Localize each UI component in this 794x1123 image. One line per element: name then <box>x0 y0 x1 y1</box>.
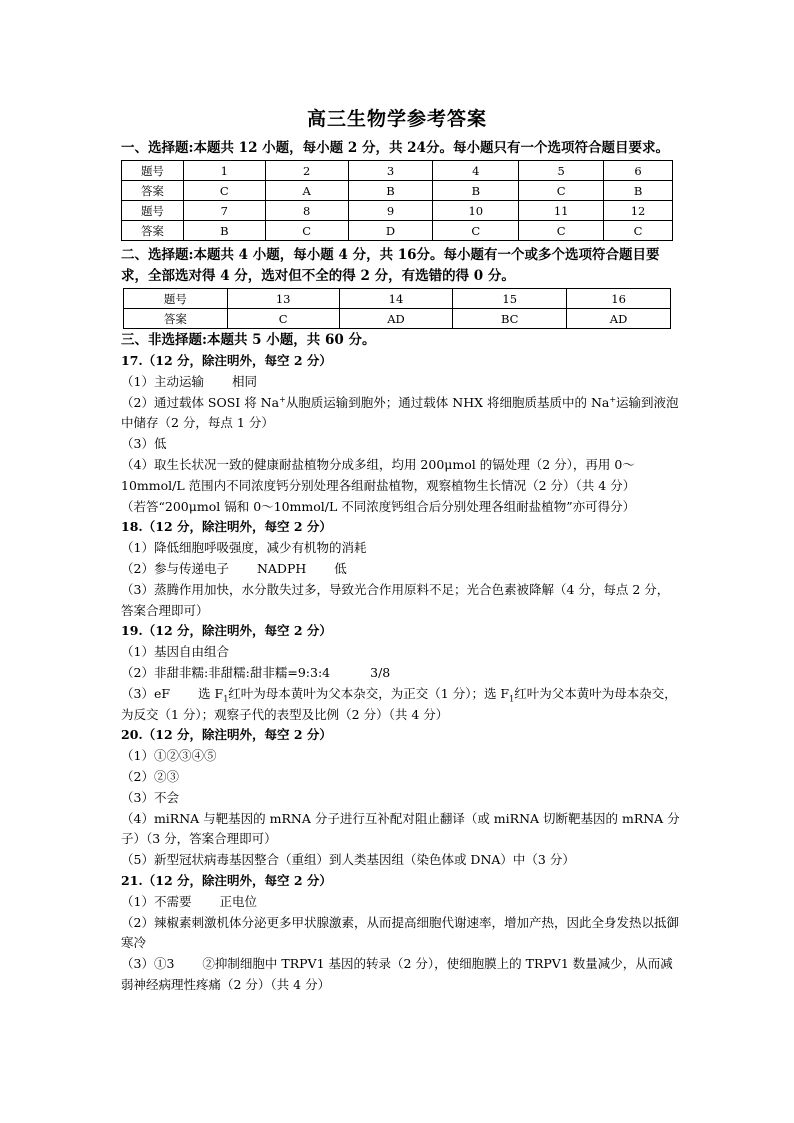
section2-heading-line1: 二、选择题:本题共 4 小题，每小题 4 分，共 16分。每小题有一个或多个选项符合题目要 <box>121 247 660 263</box>
q21-a1-text: （1）不需要 <box>121 893 192 909</box>
row-label: 题号 <box>124 289 228 309</box>
q20-answer-1: （1）①②③④⑤ <box>121 748 217 764</box>
answer-cell: C <box>519 181 604 201</box>
question-number: 10 <box>433 201 519 221</box>
question-number: 9 <box>348 201 433 221</box>
question-number: 4 <box>433 161 519 181</box>
answer-table-1 <box>121 160 673 241</box>
row-label: 题号 <box>122 161 184 181</box>
question-number: 11 <box>519 201 604 221</box>
q17-a2-part2: 从胞质运输到胞外；通过载体 NHX 将细胞质基质中的 Na <box>285 394 610 410</box>
section2-heading <box>121 245 681 287</box>
question-number: 7 <box>183 201 265 221</box>
answer-cell: D <box>348 221 433 241</box>
q19-a3-part3: 红叶为母本黄叶为父本杂交，为正交（1 分）；选 F <box>228 685 510 701</box>
q21-a3-text: （3）①3 <box>121 956 175 972</box>
answer-table-2 <box>123 288 671 329</box>
table-row <box>122 221 673 241</box>
section3-body <box>121 351 681 996</box>
row-label: 答案 <box>122 221 184 241</box>
table-row <box>124 289 671 309</box>
question-number: 2 <box>265 161 348 181</box>
q18-answer-1: （1）降低细胞呼吸强度，减少有机物的消耗 <box>121 540 367 556</box>
page-title: 高三生物学参考答案 <box>306 108 487 130</box>
q19-answer-1: （1）基因自由组合 <box>121 644 229 660</box>
answer-cell: C <box>433 221 519 241</box>
q19-a2-second: 3/8 <box>370 664 391 680</box>
question-number: 13 <box>227 289 339 309</box>
q17-a1-second: 相同 <box>231 373 257 389</box>
answer-cell: A <box>265 181 348 201</box>
superscript-plus: + <box>609 394 617 404</box>
q18-a2-text: （2）参与传递电子 <box>121 560 229 576</box>
question-number: 8 <box>265 201 348 221</box>
question-number: 16 <box>567 289 671 309</box>
answer-cell: B <box>348 181 433 201</box>
q20-answer-2: （2）②③ <box>121 768 179 784</box>
q19-a3-part2: 选 F <box>198 685 224 701</box>
table-row <box>122 201 673 221</box>
section2-heading-line2: 求，全部选对得 4 分，选对但不全的得 2 分，有选错的得 0 分。 <box>121 268 515 284</box>
question-number: 3 <box>348 161 433 181</box>
q18-a2-third: 低 <box>334 560 347 576</box>
q18-answer-2 <box>121 559 681 580</box>
q19-a3-part1: （3）eF <box>121 685 171 701</box>
table-row <box>124 309 671 329</box>
q21-a1-second: 正电位 <box>219 893 257 909</box>
q19-a2-text: （2）非甜非糯:非甜糯:甜非糯=9:3:4 <box>121 664 331 680</box>
answer-cell: B <box>604 181 673 201</box>
q17-answer-4: （4）取生长状况一致的健康耐盐植物分成多组，均用 200μmol 的镉处理（2 分），再用 0～10mmol/L 范围内不同浓度钙分别处理各组耐盐植物，观察植物生长情况（2 分）（共 4 分） <box>121 456 636 493</box>
subscript-1: 1 <box>223 694 229 704</box>
row-label: 题号 <box>122 201 184 221</box>
answer-cell: AD <box>567 309 671 329</box>
answer-cell: B <box>433 181 519 201</box>
q21-a3-second: ②抑制细胞中 TRPV1 基因的转录（2 分），使细胞膜上的 TRPV1 数量减少，从而减弱神经病理性疼痛（2 分）（共 4 分） <box>121 956 673 992</box>
question-number: 12 <box>604 201 673 221</box>
subscript-1: 1 <box>509 694 515 704</box>
q19-answer-3 <box>121 684 681 726</box>
answer-cell: AD <box>339 309 453 329</box>
answer-cell: C <box>183 181 265 201</box>
q21-answer-1 <box>121 892 681 913</box>
q17-a1-text: （1）主动运输 <box>121 373 204 389</box>
q21-answer-3 <box>121 954 681 996</box>
table-row <box>122 161 673 181</box>
question-17-heading: 17.（12 分，除注明外，每空 2 分） <box>121 353 332 368</box>
q19-a3-part4: 红叶为父本黄叶为母本杂交，为反交（1 分）；观察子代的表型及比例（2 分）（共 4 分） <box>121 685 677 722</box>
answer-cell: C <box>265 221 348 241</box>
question-number: 15 <box>453 289 567 309</box>
q18-answer-3: （3）蒸腾作用加快，水分散失过多，导致光合作用原料不足；光合色素被降解（4 分，每点 2 分，答案合理即可） <box>121 581 670 618</box>
q20-answer-5: （5）新型冠状病毒基因整合（重组）到人类基因组（染色体或 DNA）中（3 分） <box>121 852 575 868</box>
table-row <box>122 181 673 201</box>
question-number: 14 <box>339 289 453 309</box>
answer-cell: BC <box>453 309 567 329</box>
answer-cell: C <box>604 221 673 241</box>
q20-answer-4: （4）miRNA 与靶基因的 mRNA 分子进行互补配对阻止翻译（或 miRNA 切断靶基因的 mRNA 分子）（3 分，答案合理即可） <box>121 810 680 847</box>
q21-answer-2: （2）辣椒素刺激机体分泌更多甲状腺激素，从而提高细胞代谢速率，增加产热，因此全身发热以抵御寒冷 <box>121 914 679 951</box>
q19-answer-2 <box>121 663 681 684</box>
question-20-heading: 20.（12 分，除注明外，每空 2 分） <box>121 727 332 743</box>
question-number: 5 <box>519 161 604 181</box>
section1-heading: 一、选择题:本题共 12 小题，每小题 2 分，共 24分。每小题只有一个选项符合题目要求。 <box>121 140 669 156</box>
answer-cell: B <box>183 221 265 241</box>
q17-answer-3: （3）低 <box>121 436 167 452</box>
answer-cell: C <box>519 221 604 241</box>
q17-a2-part3: 运输到液泡中储存（2 分，每点 1 分） <box>121 394 679 431</box>
q18-a2-second: NADPH <box>256 560 307 576</box>
q17-answer-1 <box>121 372 681 393</box>
q17-a2-part1: （2）通过载体 SOSI 将 Na <box>121 394 280 410</box>
question-18-heading: 18.（12 分，除注明外，每空 2 分） <box>121 519 332 535</box>
question-19-heading: 19.（12 分，除注明外，每空 2 分） <box>121 623 332 639</box>
superscript-plus: + <box>279 394 286 404</box>
question-21-heading: 21.（12 分，除注明外，每空 2 分） <box>121 872 332 888</box>
question-number: 6 <box>604 161 673 181</box>
section3-heading: 三、非选择题:本题共 5 小题，共 60 分。 <box>121 332 376 348</box>
q17-answer-4-note: （若答“200μmol 镉和 0～10mmol/L 不同浓度钙组合后分别处理各组耐盐植物”亦可得分） <box>121 498 636 514</box>
row-label: 答案 <box>122 181 184 201</box>
question-number: 1 <box>183 161 265 181</box>
row-label: 答案 <box>124 309 228 329</box>
q17-answer-2 <box>121 393 681 435</box>
q20-answer-3: （3）不会 <box>121 789 179 805</box>
answer-cell: C <box>227 309 339 329</box>
